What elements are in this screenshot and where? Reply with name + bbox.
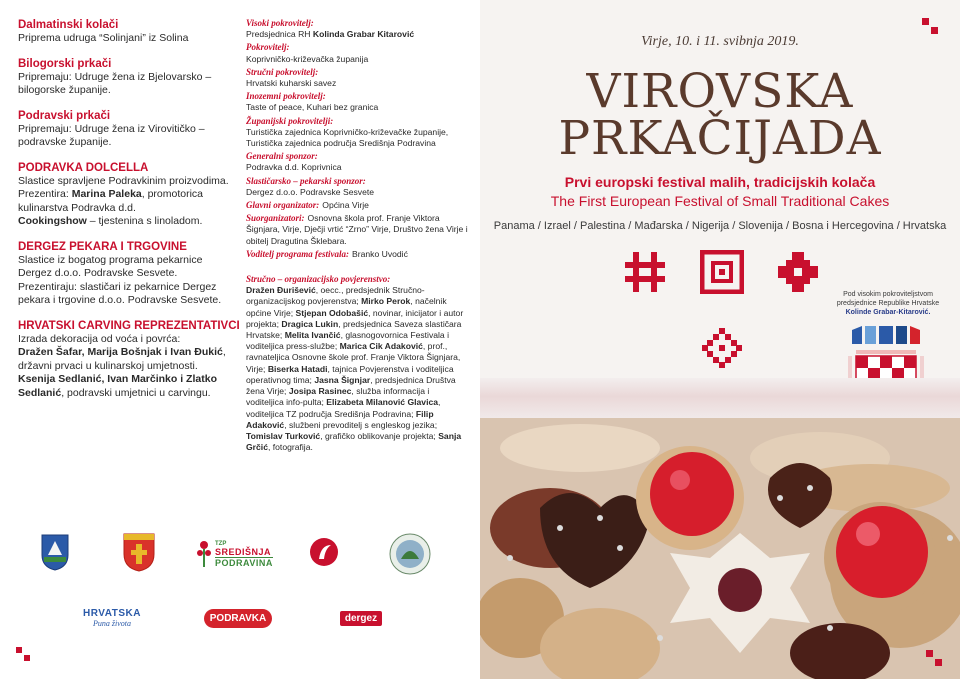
member-name: Sanja Grčić: [246, 430, 462, 453]
festival-round-logo: [308, 536, 340, 568]
county-crest-logo: [40, 532, 70, 572]
body-line: Dergez d.o.o. Podravske Sesvete.: [18, 267, 178, 279]
sponsor-role: Generalni sponzor:: [246, 151, 318, 162]
body-line: [18, 346, 240, 360]
square-embroidery-icon: [700, 250, 744, 294]
sponsor-entry: [246, 200, 468, 211]
podravka-logo: PODRAVKA: [206, 606, 270, 630]
virje-crest-logo: [122, 532, 156, 572]
body-text: kulinarstva Podravka d.d.: [18, 201, 136, 214]
sponsor-name: Općina Virje: [322, 200, 369, 211]
committee-role: Stručno – organizacijsko povjerenstvo:: [246, 274, 391, 285]
sponsor-entry: [246, 91, 468, 113]
body-line: bilogorske županije.: [18, 84, 111, 96]
member-name: Filip Adaković: [246, 408, 434, 430]
subtitle-english: The First European Festival of Small Traditional Cakes: [550, 193, 890, 209]
body-line: Prezentiraju: slastičari iz pekarnice Dergez: [18, 280, 217, 293]
member-name: Melita Ivančić: [284, 330, 341, 341]
school-emblem-logo: [388, 532, 432, 576]
corner-squares-icon: [16, 647, 32, 663]
member-role: , grafičko oblikovanje projekta;: [320, 430, 439, 441]
body-line: Priprema udruga “Solinjani” iz Solina: [18, 32, 189, 44]
sponsor-role: Pokrovitelj:: [246, 42, 290, 53]
body-text: državni prvaci u kulinarskoj umjetnosti.: [18, 359, 198, 372]
sponsor-name: Turistička zajednica Koprivničko-križevačke županije, Turistička zajednica područja Središnja Podravina: [246, 126, 449, 149]
program-section: [18, 319, 240, 401]
section-title: Bilogorski prkači: [18, 57, 112, 70]
corner-squares-icon: [926, 650, 944, 668]
bold-name: Dražen Šafar, Marija Bošnjak i Ivan Đukić: [18, 346, 223, 358]
event-title-line1: VIROVSKA: [586, 64, 854, 119]
sponsor-name: Koprivničko-križevačka županija: [246, 53, 369, 64]
member-name: Dragica Lukin: [281, 318, 339, 329]
member-name: Stjepan Odobašić: [295, 307, 369, 318]
patronage-note: Pod visokim pokroviteljstvom predsjednice Republike Hrvatske Kolinde Grabar-Kitarović.: [836, 291, 940, 316]
sponsor-entry: [246, 249, 468, 260]
sponsor-role: Županijski pokrovitelji:: [246, 115, 334, 126]
hash-embroidery-icon: [623, 250, 667, 294]
section-title: PODRAVKA DOLCELLA: [18, 161, 149, 174]
program-section: [18, 109, 240, 150]
member-role: , službeni prevoditelj s engleskog jezika;: [284, 419, 438, 430]
body-text: , promotorica: [141, 188, 204, 200]
sponsors-column: [246, 18, 468, 453]
hrvatska-tourism-logo: HRVATSKA Puna života: [83, 608, 141, 628]
body-line: pekara i trgovine d.o.o. Podravske Sesvete.: [18, 294, 222, 306]
sponsor-logos: [30, 530, 450, 650]
bold-name: Cookingshow: [18, 215, 87, 227]
bold-name: Marina Paleka: [71, 188, 142, 200]
member-role: , predsjednica Saveza slastičara Hrvatske;: [246, 318, 462, 341]
member-role: , glasnogovornica Festivala i voditeljica press-službe;: [246, 330, 450, 352]
member-role: , voditeljica TZ područja Središnja Podravina;: [246, 397, 441, 419]
program-section: [18, 240, 240, 308]
sponsor-role: Visoki pokrovitelj:: [246, 18, 314, 28]
program-column: [18, 18, 240, 411]
body-line: Pripremaju: Udruge žena iz Virovitičko –: [18, 122, 205, 135]
section-title: HRVATSKI CARVING REPREZENTATIVCI: [18, 319, 240, 332]
body-line: [18, 373, 240, 387]
body-line: Slastice spravljene Podravkinim proizvodima.: [18, 174, 229, 187]
diamond-embroidery-icon: [700, 326, 744, 370]
sponsor-name: Predsjednica RH: [246, 29, 313, 40]
section-body: [18, 333, 240, 401]
subtitle-croatian: Prvi europski festival malih, tradicijskih kolača: [564, 174, 876, 190]
member-name: Dražen Đurišević: [246, 285, 316, 296]
member-role: , načelnik općine Virje;: [246, 296, 447, 318]
body-text: , podravski umjetnici u carvingu.: [61, 386, 211, 399]
section-body: [18, 175, 240, 229]
sponsor-name: Branko Uvodić: [352, 248, 408, 259]
sponsor-role: Glavni organizator:: [246, 200, 320, 211]
member-role: , tajnica Povjerenstva i voditeljica operativnog tima;: [246, 363, 454, 385]
sponsor-entry: [246, 116, 468, 150]
sponsor-name: Taste of peace, Kuhari bez granica: [246, 102, 379, 113]
sponsor-name: Hrvatski kuharski savez: [246, 78, 337, 89]
body-line: podravske županije.: [18, 136, 112, 148]
section-body: [18, 123, 240, 150]
sponsor-role: Stručni pokrovitelj:: [246, 66, 319, 77]
member-role: , fotografija.: [267, 442, 313, 453]
body-line: Pripremaju: Udruge žena iz Bjelovarsko –: [18, 70, 212, 83]
member-role: , prof., ravnateljica Osnovne škole prof. Franje Viktora Šignjara, Virje;: [246, 341, 461, 374]
event-title-line2: PRKAČIJADA: [558, 111, 882, 166]
sponsor-name: Dergez d.o.o. Podravske Sesvete: [246, 186, 375, 197]
member-name: Jasna Šignjar: [314, 374, 371, 385]
bold-name: Sedlanić: [18, 386, 62, 399]
sponsor-entry: [246, 213, 468, 247]
sponsor-role: Suorganizatori:: [246, 213, 305, 224]
member-name: Elizabeta Milanović Glavica: [326, 397, 439, 408]
section-title: DERGEZ PEKARA I TRGOVINE: [18, 240, 187, 253]
sponsor-name: Osnovna škola prof. Franje Viktora Šignjara, Virje, Dječji vrtić “Zrno” Virje, Društvo žena Virje i obitelj Dragutina Šklebara.: [246, 213, 468, 246]
program-section: [18, 57, 240, 98]
committee-credits: [246, 274, 468, 453]
flower-icon: [196, 539, 212, 569]
member-name: Josipa Rasinec: [288, 386, 352, 397]
program-section: [18, 18, 240, 46]
cross-embroidery-icon: [776, 250, 820, 294]
member-role: , služba informacija i voditeljica info-pulta;: [246, 386, 430, 408]
tzp-srednja-podravina-logo: TZP SREDIŠNJA PODRAVINA: [196, 534, 276, 574]
member-role: , oecc., predsjednik Stručno-organizacijskog povjerenstva;: [246, 285, 425, 307]
sponsor-name-bold: Kolinda Grabar Kitarović: [312, 29, 415, 40]
body-line: Slastice iz bogatog programa pekarnice: [18, 253, 203, 266]
body-line: [18, 387, 240, 401]
cover-panel: [480, 0, 960, 679]
section-body: [18, 32, 240, 46]
body-text: Prezentira:: [18, 188, 72, 200]
body-text: – tjestenina s linoladom.: [86, 215, 203, 227]
section-title: Podravski prkači: [18, 109, 111, 122]
section-body: [18, 254, 240, 308]
committee-list: [246, 285, 468, 453]
event-date: Virje, 10. i 11. svibnja 2019.: [641, 34, 799, 49]
member-name: Biserka Hatadi: [267, 363, 328, 374]
section-body: [18, 71, 240, 98]
sponsor-entry: [246, 67, 468, 89]
body-text: ,: [222, 346, 226, 358]
body-line: Izrada dekoracija od voća i povrća:: [18, 332, 181, 345]
body-line: [18, 202, 240, 216]
sponsor-role: Inozemni pokrovitelj:: [246, 91, 326, 102]
program-section: [18, 161, 240, 229]
sponsor-entry: [246, 42, 468, 64]
section-title: Dalmatinski kolači: [18, 19, 119, 31]
bold-name: Ksenija Sedlanić, Ivan Marčinko i Zlatko: [18, 373, 217, 385]
sponsor-entry: [246, 176, 468, 198]
member-name: Tomislav Turković: [246, 430, 321, 441]
body-line: [18, 188, 240, 202]
member-name: Mirko Perok: [361, 296, 411, 307]
member-role: , novinar, inicijator i autor projekta;: [246, 307, 464, 329]
member-name: Marica Cik Adaković: [339, 341, 423, 352]
sponsor-entry: [246, 151, 468, 173]
body-line: [18, 360, 240, 374]
sponsor-role: Slastičarsko – pekarski sponzor:: [246, 175, 366, 186]
sponsor-name: Podravka d.d. Koprivnica: [246, 162, 342, 173]
member-role: , predsjednica Društva žena Virje;: [246, 374, 456, 397]
cookies-photo: [480, 418, 960, 679]
sponsor-role: Voditelj programa festivala:: [246, 248, 349, 259]
sponsor-entry: [246, 18, 468, 40]
body-line: [18, 215, 240, 229]
participating-countries: Panama / Izrael / Palestina / Mađarska / Nigerija / Slovenija / Bosna i Hercegovina / Hrvatska: [493, 220, 947, 232]
dergez-logo: dergez: [336, 608, 386, 628]
